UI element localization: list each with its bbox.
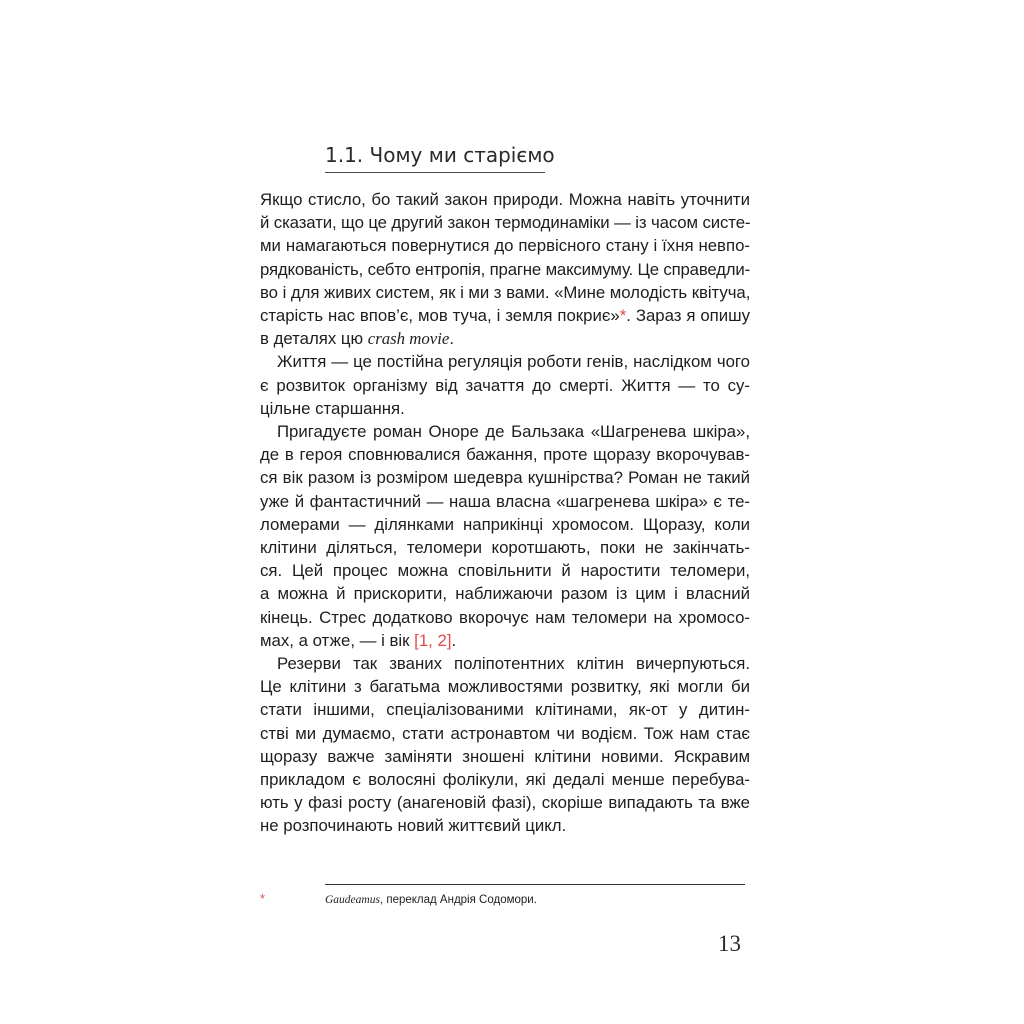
paragraph-1 <box>260 188 750 350</box>
footnote <box>325 893 537 907</box>
text-fragment: в деталях цю <box>260 329 368 349</box>
footnote-divider <box>325 884 745 885</box>
body-text <box>260 188 750 838</box>
paragraph-3 <box>260 420 750 652</box>
text-line: прикладом є волосяні фолікули, які дедалі менше перебува- <box>260 770 750 790</box>
text-line <box>260 629 750 652</box>
text-line: й сказати, що це другий закон термодинаміки — із часом систе- <box>260 213 751 233</box>
footnote-body: , переклад Андрія Содомори. <box>379 894 537 906</box>
citation-link[interactable]: 1 <box>418 630 429 650</box>
text-line: а можна й прискорити, наближаючи разом із цим і власний <box>260 584 750 604</box>
text-line <box>260 327 750 350</box>
text-line: стві ми думаємо, стати астронавтом чи водієм. Тож нам стає <box>260 723 750 743</box>
text-fragment: Пригадуєте роман Оноре де Бальзака «Шагренева шкіра», <box>277 422 750 442</box>
text-line: щоразу важче заміняти зношені клітини новими. Яскравим <box>260 746 750 766</box>
citation-bracket: [ <box>414 630 419 650</box>
section-heading: 1.1. Чому ми старіємо <box>325 141 545 173</box>
text-line: уже й фантастичний — наша власна «шагренева шкіра» є те- <box>260 491 750 511</box>
text-fragment: Резерви так званих поліпотентних клітин вичерпуються. <box>277 654 750 674</box>
italic-phrase: crash movie <box>367 329 450 349</box>
text-fragment: старість нас впов’є, мов туча, і земля покриє» <box>260 306 620 326</box>
footnote-source-title: Gaudeamus <box>325 894 380 906</box>
text-line: ми намагаються повернутися до первісного стану і їхня невпо- <box>260 236 750 256</box>
text-line: клітини діляться, теломери коротшають, поки не закінчать- <box>260 538 750 558</box>
footnote-reference-mark[interactable]: * <box>619 306 627 326</box>
citation-separator: , <box>428 630 438 650</box>
text-line: цільне старшання. <box>260 398 405 418</box>
text-fragment: . <box>451 630 457 650</box>
text-fragment: . <box>449 329 455 349</box>
text-line: Це клітини з багатьма можливостями розвитку, які могли би <box>260 677 750 697</box>
text-line: во і для живих систем, як і ми з вами. «Мине молодість квітуча, <box>260 282 751 302</box>
citation-link[interactable]: 2 <box>437 630 447 650</box>
text-line <box>260 652 750 675</box>
text-line <box>260 350 750 373</box>
text-line: не розпочинають новий життєвий цикл. <box>260 816 567 836</box>
text-line: рядкованість, себто ентропія, прагне максимуму. Це справедли- <box>260 259 750 279</box>
text-line: стати іншими, спеціалізованими клітинами, як-от у дитин- <box>260 700 750 720</box>
text-fragment: Життя — це постійна регуляція роботи генів, наслідком чого <box>277 352 750 372</box>
text-line: ся. Цей процес можна сповільнити й наростити теломери, <box>260 561 750 581</box>
citation-bracket: ] <box>446 630 452 650</box>
paragraph-4 <box>260 652 750 838</box>
paragraph-2 <box>260 350 750 420</box>
footnote-mark: * <box>260 891 266 906</box>
text-line: Якщо стисло, бо такий закон природи. Можна навіть уточнити <box>260 190 750 209</box>
text-line: кінець. Стрес додатково вкорочує нам теломери на хромосо- <box>260 607 750 627</box>
text-line: де в героя сповнювалися бажання, проте щоразу вкорочував- <box>260 445 750 465</box>
text-line <box>260 420 750 443</box>
text-line: ломерами — ділянками наприкінці хромосом. Щоразу, коли <box>260 514 750 534</box>
text-line <box>260 304 750 327</box>
page-number: 13 <box>718 931 741 956</box>
text-fragment: мах, а отже, — і вік <box>260 630 415 650</box>
text-line: є розвиток організму від зачаття до смерті. Життя — то су- <box>260 375 750 395</box>
text-line: ся вік разом із розміром шедевра кушнірства? Роман не такий <box>260 468 750 488</box>
text-line: ють у фазі росту (анагеновій фазі), скоріше випадають та вже <box>260 793 750 813</box>
text-fragment: . Зараз я опишу <box>626 306 750 326</box>
